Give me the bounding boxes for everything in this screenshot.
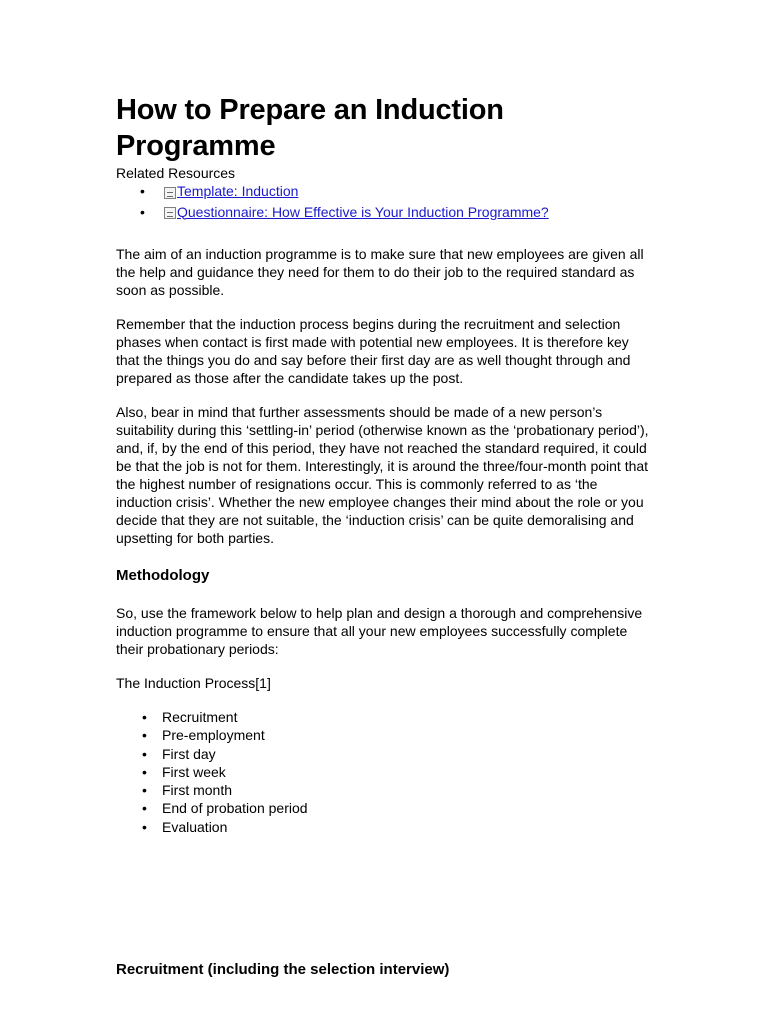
related-resources-label: Related Resources bbox=[116, 165, 236, 181]
template-induction-link[interactable]: • Template: Induction bbox=[177, 183, 299, 199]
methodology-heading: Methodology bbox=[116, 567, 210, 584]
list-item: • End of probation period bbox=[142, 799, 656, 817]
paragraph: The aim of an induction programme is to make sure that new employees are given all the help and guidance they need for them to do their job to the required standard as soon as possible. bbox=[116, 246, 644, 298]
document-icon bbox=[164, 207, 176, 219]
page-title: How to Prepare an Induction Programme bbox=[116, 94, 504, 162]
list-item: • First month bbox=[142, 781, 656, 799]
paragraph: Also, bear in mind that further assessments should be made of a new person’s suitability during this ‘settling-in’ period (otherwise known as the ‘probationary period’), and, if, by the end of this period, they have not reached the standard required, it could be that the job is not for them. Interestingly, it is around the three/four-month point that the highest number of resignations occur. This is commonly referred to as ‘the induction crisis’. Whether the new employee changes their mind about the role or you decide that they are not suitable, the ‘induction crisis’ can be quite demoralising and upsetting for both parties. bbox=[116, 404, 649, 546]
list-item bbox=[142, 203, 656, 224]
paragraph: Remember that the induction process begins during the recruitment and selection phases when contact is first made with potential new employees. It is therefore key that the things you do and say before their first day are as well thought through and prepared as those after the candidate takes up the post. bbox=[116, 316, 631, 386]
list-item bbox=[142, 182, 656, 203]
process-label: The Induction Process[1] bbox=[116, 675, 271, 691]
list-item: • Recruitment bbox=[142, 708, 656, 726]
document-page bbox=[116, 92, 656, 836]
list-item: • Pre-employment bbox=[142, 726, 656, 744]
questionnaire-link[interactable]: • Questionnaire: How Effective is Your Induction Programme? bbox=[177, 203, 549, 220]
document-icon bbox=[164, 187, 176, 199]
induction-process-list bbox=[116, 708, 656, 836]
list-item: • First day bbox=[142, 745, 656, 763]
list-item: • Evaluation bbox=[142, 818, 656, 836]
related-resources-list bbox=[116, 182, 656, 223]
recruitment-heading: Recruitment (including the selection interview) bbox=[116, 961, 450, 978]
list-item: • First week bbox=[142, 763, 656, 781]
methodology-intro: So, use the framework below to help plan and design a thorough and comprehensive induction programme to ensure that all your new employees successfully complete their probationary periods: bbox=[116, 605, 643, 657]
